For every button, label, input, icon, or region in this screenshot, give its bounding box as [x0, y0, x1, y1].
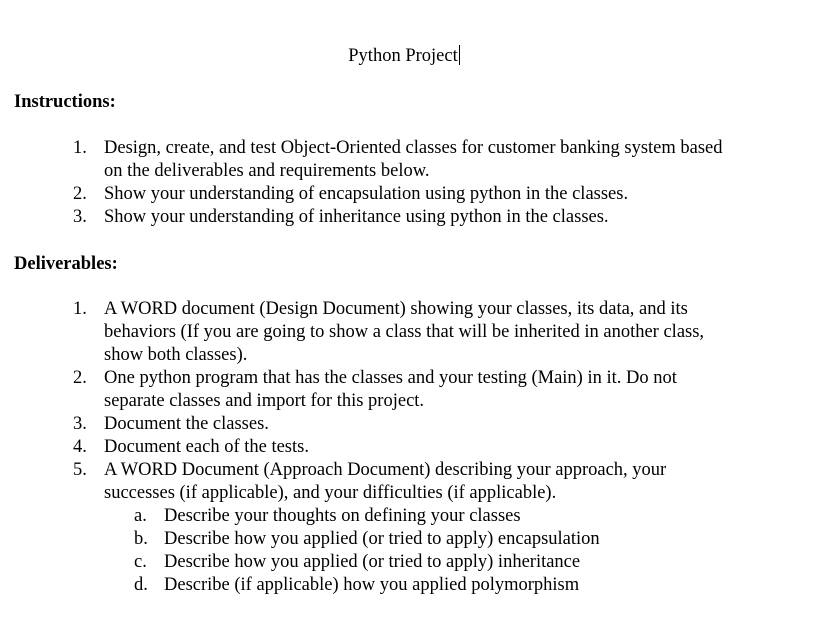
deliverables-item-3	[0, 413, 784, 436]
sublist-letter: d.	[134, 575, 148, 595]
list-item-line: A WORD document (Design Document) showing your classes, its data, and its	[104, 299, 688, 319]
list-item-line: A WORD Document (Approach Document) describing your approach, your	[104, 460, 667, 480]
list-item-line: Show your understanding of inheritance using python in the classes.	[104, 207, 609, 227]
list-item-line: Document each of the tests.	[104, 437, 309, 457]
sublist-item-d	[0, 574, 784, 597]
list-item-line: Document the classes.	[104, 414, 269, 434]
sublist-letter: c.	[134, 552, 147, 572]
list-item-line: on the deliverables and requirements below.	[104, 161, 430, 181]
sublist-text: Describe how you applied (or tried to apply) encapsulation	[164, 529, 600, 549]
instructions-heading: Instructions:	[14, 92, 116, 112]
deliverables-item-2	[0, 367, 784, 413]
sublist-text: Describe (if applicable) how you applied polymorphism	[164, 575, 580, 595]
sublist-letter: a.	[134, 506, 147, 526]
instructions-item-3	[0, 206, 784, 229]
list-item-line: Design, create, and test Object-Oriented classes for customer banking system based	[104, 138, 723, 158]
deliverables-sublist	[0, 505, 784, 597]
list-item-line: Show your understanding of encapsulation using python in the classes.	[104, 184, 629, 204]
list-item-line: show both classes).	[104, 345, 248, 365]
sublist-text: Describe your thoughts on defining your classes	[164, 506, 521, 526]
instructions-item-2	[0, 183, 784, 206]
list-number: 1.	[73, 138, 87, 158]
list-item-line: successes (if applicable), and your difficulties (if applicable).	[104, 483, 557, 503]
document-title[interactable]	[0, 45, 808, 68]
sublist-item-b	[0, 528, 784, 551]
sublist-letter: b.	[134, 529, 148, 549]
sublist-text: Describe how you applied (or tried to apply) inheritance	[164, 552, 581, 572]
sublist-item-a	[0, 505, 784, 528]
deliverables-item-5	[0, 459, 784, 597]
list-item-line: separate classes and import for this project.	[104, 391, 425, 411]
list-number: 1.	[73, 299, 87, 319]
list-number: 3.	[73, 207, 87, 227]
list-number: 2.	[73, 368, 87, 388]
list-item-line: behaviors (If you are going to show a class that will be inherited in another class,	[104, 322, 705, 342]
list-number: 3.	[73, 414, 87, 434]
list-number: 5.	[73, 460, 87, 480]
text-cursor	[459, 45, 460, 65]
instructions-list	[0, 137, 784, 229]
document-title-text: Python Project	[348, 46, 458, 66]
deliverables-item-1	[0, 298, 784, 367]
deliverables-item-4	[0, 436, 784, 459]
list-number: 2.	[73, 184, 87, 204]
sublist-item-c	[0, 551, 784, 574]
deliverables-list	[0, 298, 784, 597]
instructions-item-1	[0, 137, 784, 183]
list-item-line: One python program that has the classes and your testing (Main) in it. Do not	[104, 368, 677, 388]
deliverables-heading: Deliverables:	[14, 254, 118, 274]
list-number: 4.	[73, 437, 87, 457]
